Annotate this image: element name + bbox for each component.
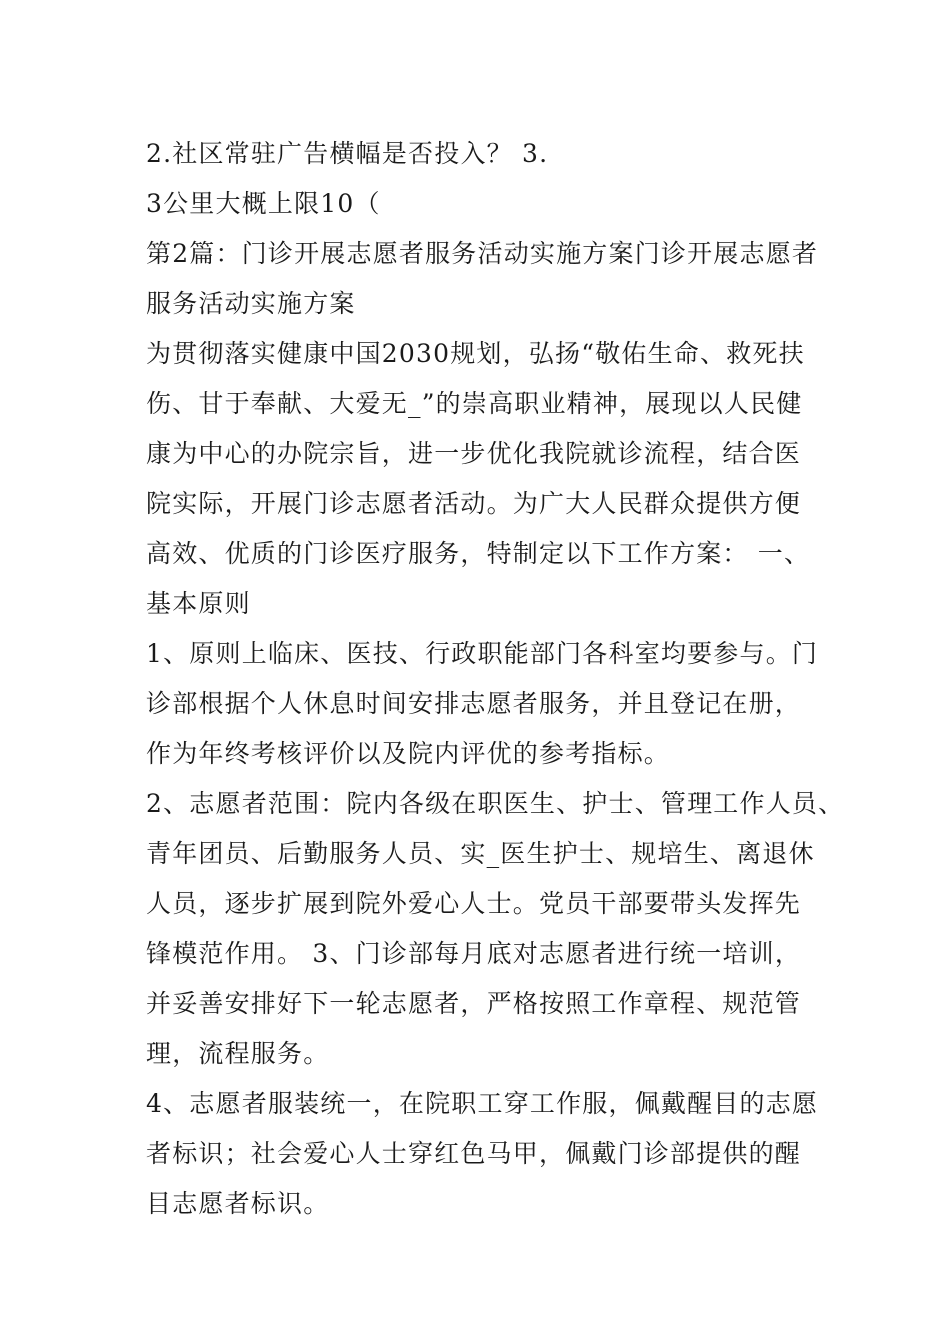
text-line: 人员，逐步扩展到院外爱心人士。党员干部要带头发挥先 [146, 889, 802, 918]
text-line: 高效、优质的门诊医疗服务，特制定以下工作方案： 一、 [146, 539, 811, 568]
text-line: 锋模范作用。 3、门诊部每月底对志愿者进行统一培训， [146, 939, 802, 968]
text-line: 者标识；社会爱心人士穿红色马甲，佩戴门诊部提供的醒 [146, 1139, 802, 1168]
text-line: 青年团员、后勤服务人员、实_医生护士、规培生、离退休 [146, 839, 815, 868]
text-line: 3公里大概上限10（ [146, 189, 381, 218]
text-line: 作为年终考核评价以及院内评优的参考指标。 [146, 739, 671, 768]
text-line: 伤、甘于奉献、大爱无_”的崇高职业精神，展现以人民健 [146, 389, 803, 418]
text-line: 2.社区常驻广告横幅是否投入？ 3. [146, 139, 549, 168]
document-body [146, 129, 845, 1229]
text-line: 2、志愿者范围：院内各级在职医生、护士、管理工作人员、 [146, 789, 845, 818]
text-line: 院实际，开展门诊志愿者活动。为广大人民群众提供方便 [146, 489, 802, 518]
text-line: 康为中心的办院宗旨，进一步优化我院就诊流程，结合医 [146, 439, 802, 468]
text-line: 诊部根据个人休息时间安排志愿者服务，并且登记在册， [146, 689, 802, 718]
text-line: 为贯彻落实健康中国2030规划，弘扬“敬佑生命、救死扶 [146, 339, 805, 368]
text-line: 1、原则上临床、医技、行政职能部门各科室均要参与。门 [146, 639, 819, 668]
text-line: 理，流程服务。 [146, 1039, 330, 1068]
text-line: 并妥善安排好下一轮志愿者，严格按照工作章程、规范管 [146, 989, 802, 1018]
section-heading-line: 第2篇：门诊开展志愿者服务活动实施方案门诊开展志愿者 [146, 239, 819, 268]
text-line: 4、志愿者服装统一，在院职工穿工作服，佩戴醒目的志愿 [146, 1089, 819, 1118]
text-line: 基本原则 [146, 589, 251, 618]
section-heading-line: 服务活动实施方案 [146, 289, 356, 318]
text-line: 目志愿者标识。 [146, 1189, 330, 1218]
